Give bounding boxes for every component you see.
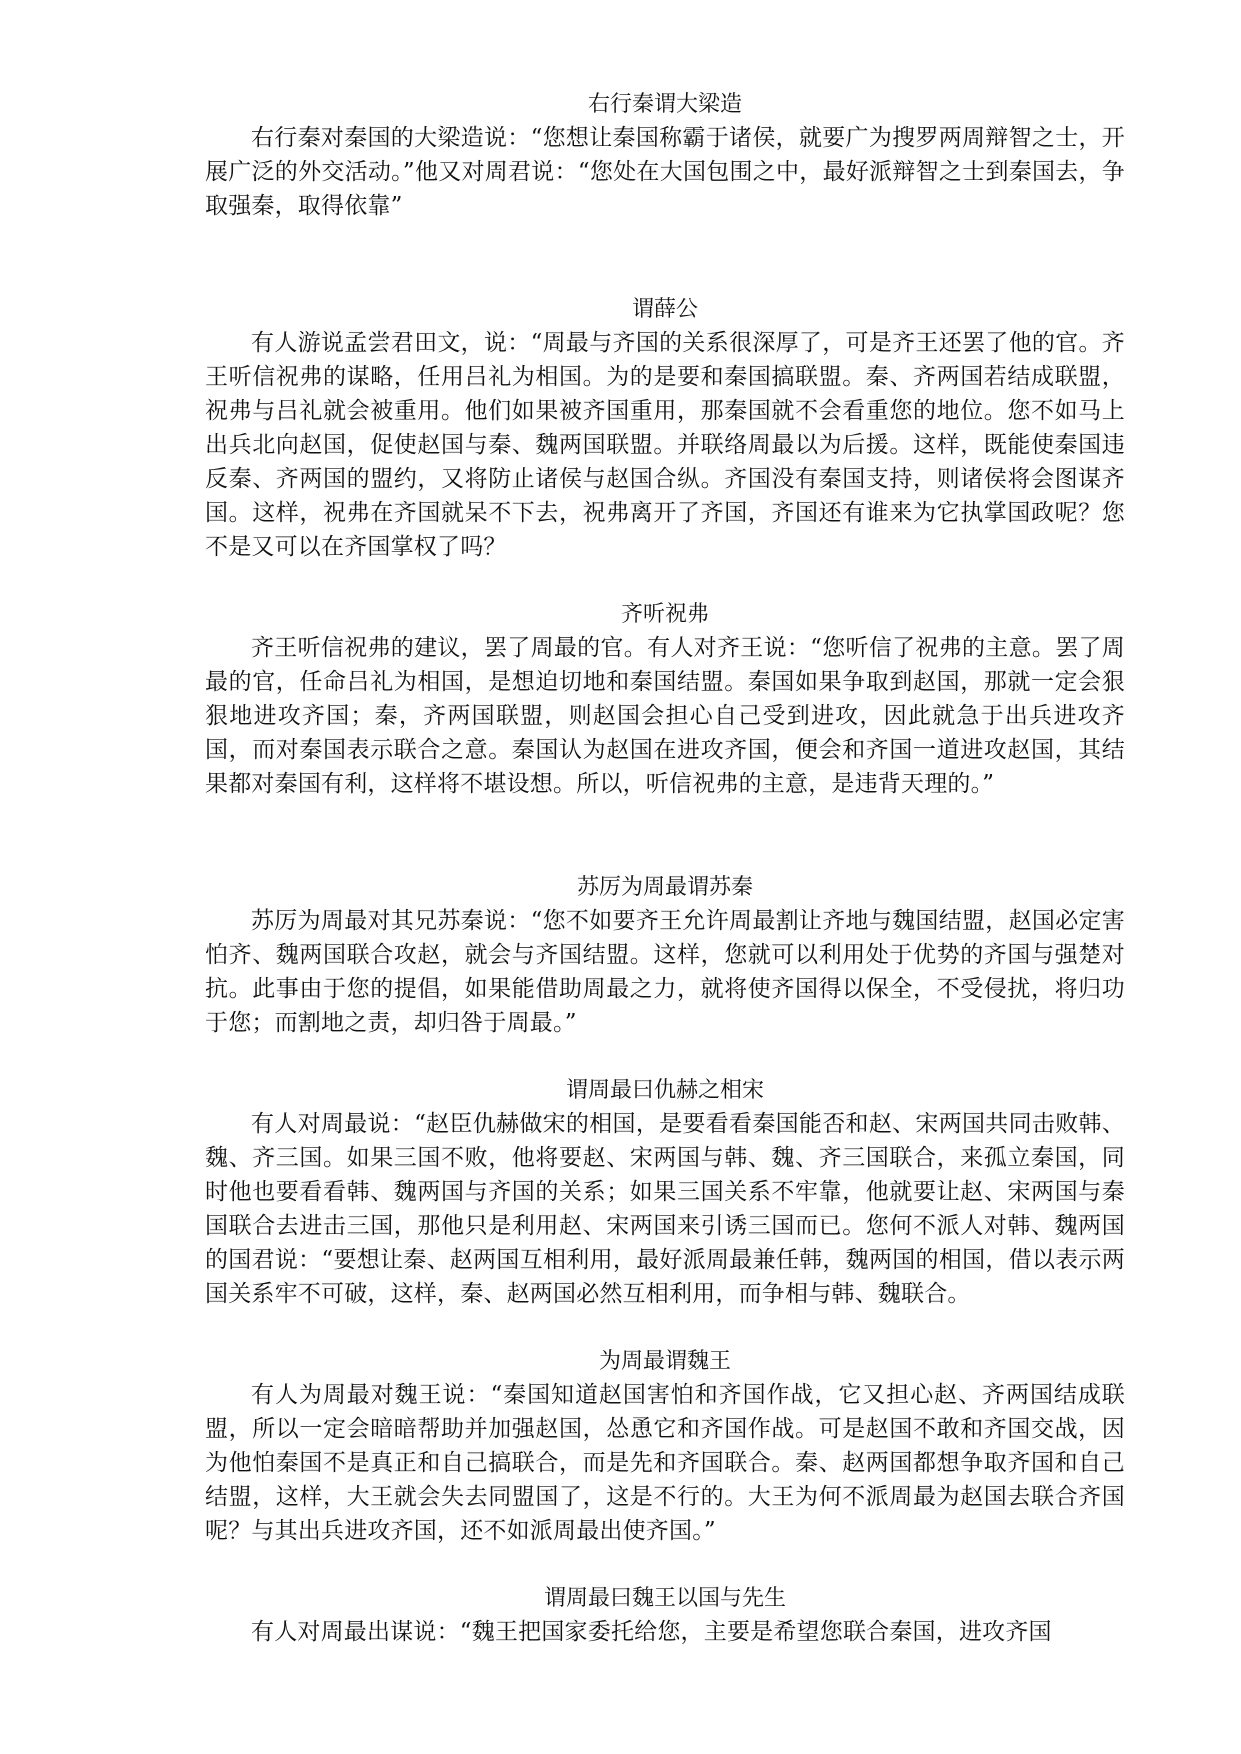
- section-title: 苏厉为周最谓苏秦: [576, 875, 753, 900]
- section-3: [205, 598, 1125, 801]
- section-2: [205, 293, 1125, 564]
- section-title: 右行秦谓大梁造: [587, 92, 742, 117]
- spacer: [205, 801, 1125, 871]
- section-title: 齐听祝弗: [620, 602, 709, 627]
- section-title: 为周最谓魏王: [598, 1349, 731, 1374]
- section-body: 齐王听信祝弗的建议，罢了周最的官。有人对齐王说：“您听信了祝弗的主意。罢了周最的官，任命吕礼为相国，是想迫切地和秦国结盟。秦国如果争取到赵国，那就一定会狠狠地进攻齐国；秦，齐两国联盟，则赵国会担心自己受到进攻，因此就急于出兵进攻齐国，而对秦国表示联合之意。秦国认为赵国在进攻齐国，便会和齐国一道进攻赵国，其结果都对秦国有利，这样将不堪设想。所以，听信祝弗的主意，是违背天理的。”: [205, 635, 1125, 797]
- spacer: [205, 1311, 1125, 1345]
- document-page: [205, 88, 1125, 1649]
- section-5: [205, 1074, 1125, 1311]
- section-title: 谓周最曰仇赫之相宋: [565, 1078, 764, 1103]
- spacer: [205, 1040, 1125, 1074]
- section-7: [205, 1582, 1125, 1649]
- section-body: 右行秦对秦国的大梁造说：“您想让秦国称霸于诸侯，就要广为搜罗两周辩智之士，开展广泛的外交活动。”他又对周君说：“您处在大国包围之中，最好派辩智之士到秦国去，争取强秦，取得依靠”: [205, 125, 1125, 219]
- section-body: 有人游说孟尝君田文，说：“周最与齐国的关系很深厚了，可是齐王还罢了他的官。齐王听信祝弗的谋略，任用吕礼为相国。为的是要和秦国搞联盟。秦、齐两国若结成联盟，祝弗与吕礼就会被重用。他们如果被齐国重用，那秦国就不会看重您的地位。您不如马上出兵北向赵国，促使赵国与秦、魏两国联盟。并联络周最以为后援。这样，既能使秦国违反秦、齐两国的盟约，又将防止诸侯与赵国合纵。齐国没有秦国支持，则诸侯将会图谋齐国。这样，祝弗在齐国就呆不下去，祝弗离开了齐国，齐国还有谁来为它执掌国政呢？您不是又可以在齐国掌权了吗？: [205, 330, 1125, 560]
- spacer: [205, 1548, 1125, 1582]
- section-title: 谓周最曰魏王以国与先生: [543, 1586, 786, 1611]
- section-1: [205, 88, 1125, 223]
- section-4: [205, 871, 1125, 1040]
- section-body: 有人为周最对魏王说：“秦国知道赵国害怕和齐国作战，它又担心赵、齐两国结成联盟，所以一定会暗暗帮助并加强赵国，怂恿它和齐国作战。可是赵国不敢和齐国交战，因为他怕秦国不是真正和自己搞联合，而是先和齐国联合。秦、赵两国都想争取齐国和自己结盟，这样，大王就会失去同盟国了，这是不行的。大王为何不派周最为赵国去联合齐国呢？与其出兵进攻齐国，还不如派周最出使齐国。”: [205, 1382, 1125, 1544]
- spacer: [205, 223, 1125, 293]
- section-title: 谓薛公: [631, 297, 698, 322]
- section-body: 有人对周最说：“赵臣仇赫做宋的相国，是要看看秦国能否和赵、宋两国共同击败韩、魏、齐三国。如果三国不败，他将要赵、宋两国与韩、魏、齐三国联合，来孤立秦国，同时他也要看看韩、魏两国与齐国的关系；如果三国关系不牢靠，他就要让赵、宋两国与秦国联合去进击三国，那他只是利用赵、宋两国来引诱三国而已。您何不派人对韩、魏两国的国君说：“要想让秦、赵两国互相利用，最好派周最兼任韩，魏两国的相国，借以表示两国关系牢不可破，这样，秦、赵两国必然互相利用，而争相与韩、魏联合。: [205, 1111, 1125, 1307]
- spacer: [205, 564, 1125, 598]
- section-body: 苏厉为周最对其兄苏秦说：“您不如要齐王允许周最割让齐地与魏国结盟，赵国必定害怕齐、魏两国联合攻赵，就会与齐国结盟。这样，您就可以利用处于优势的齐国与强楚对抗。此事由于您的提倡，如果能借助周最之力，就将使齐国得以保全，不受侵扰，将归功于您；而割地之责，却归咎于周最。”: [205, 908, 1125, 1036]
- section-body: 有人对周最出谋说：“魏王把国家委托给您，主要是希望您联合秦国，进攻齐国: [251, 1619, 1052, 1645]
- section-6: [205, 1345, 1125, 1548]
